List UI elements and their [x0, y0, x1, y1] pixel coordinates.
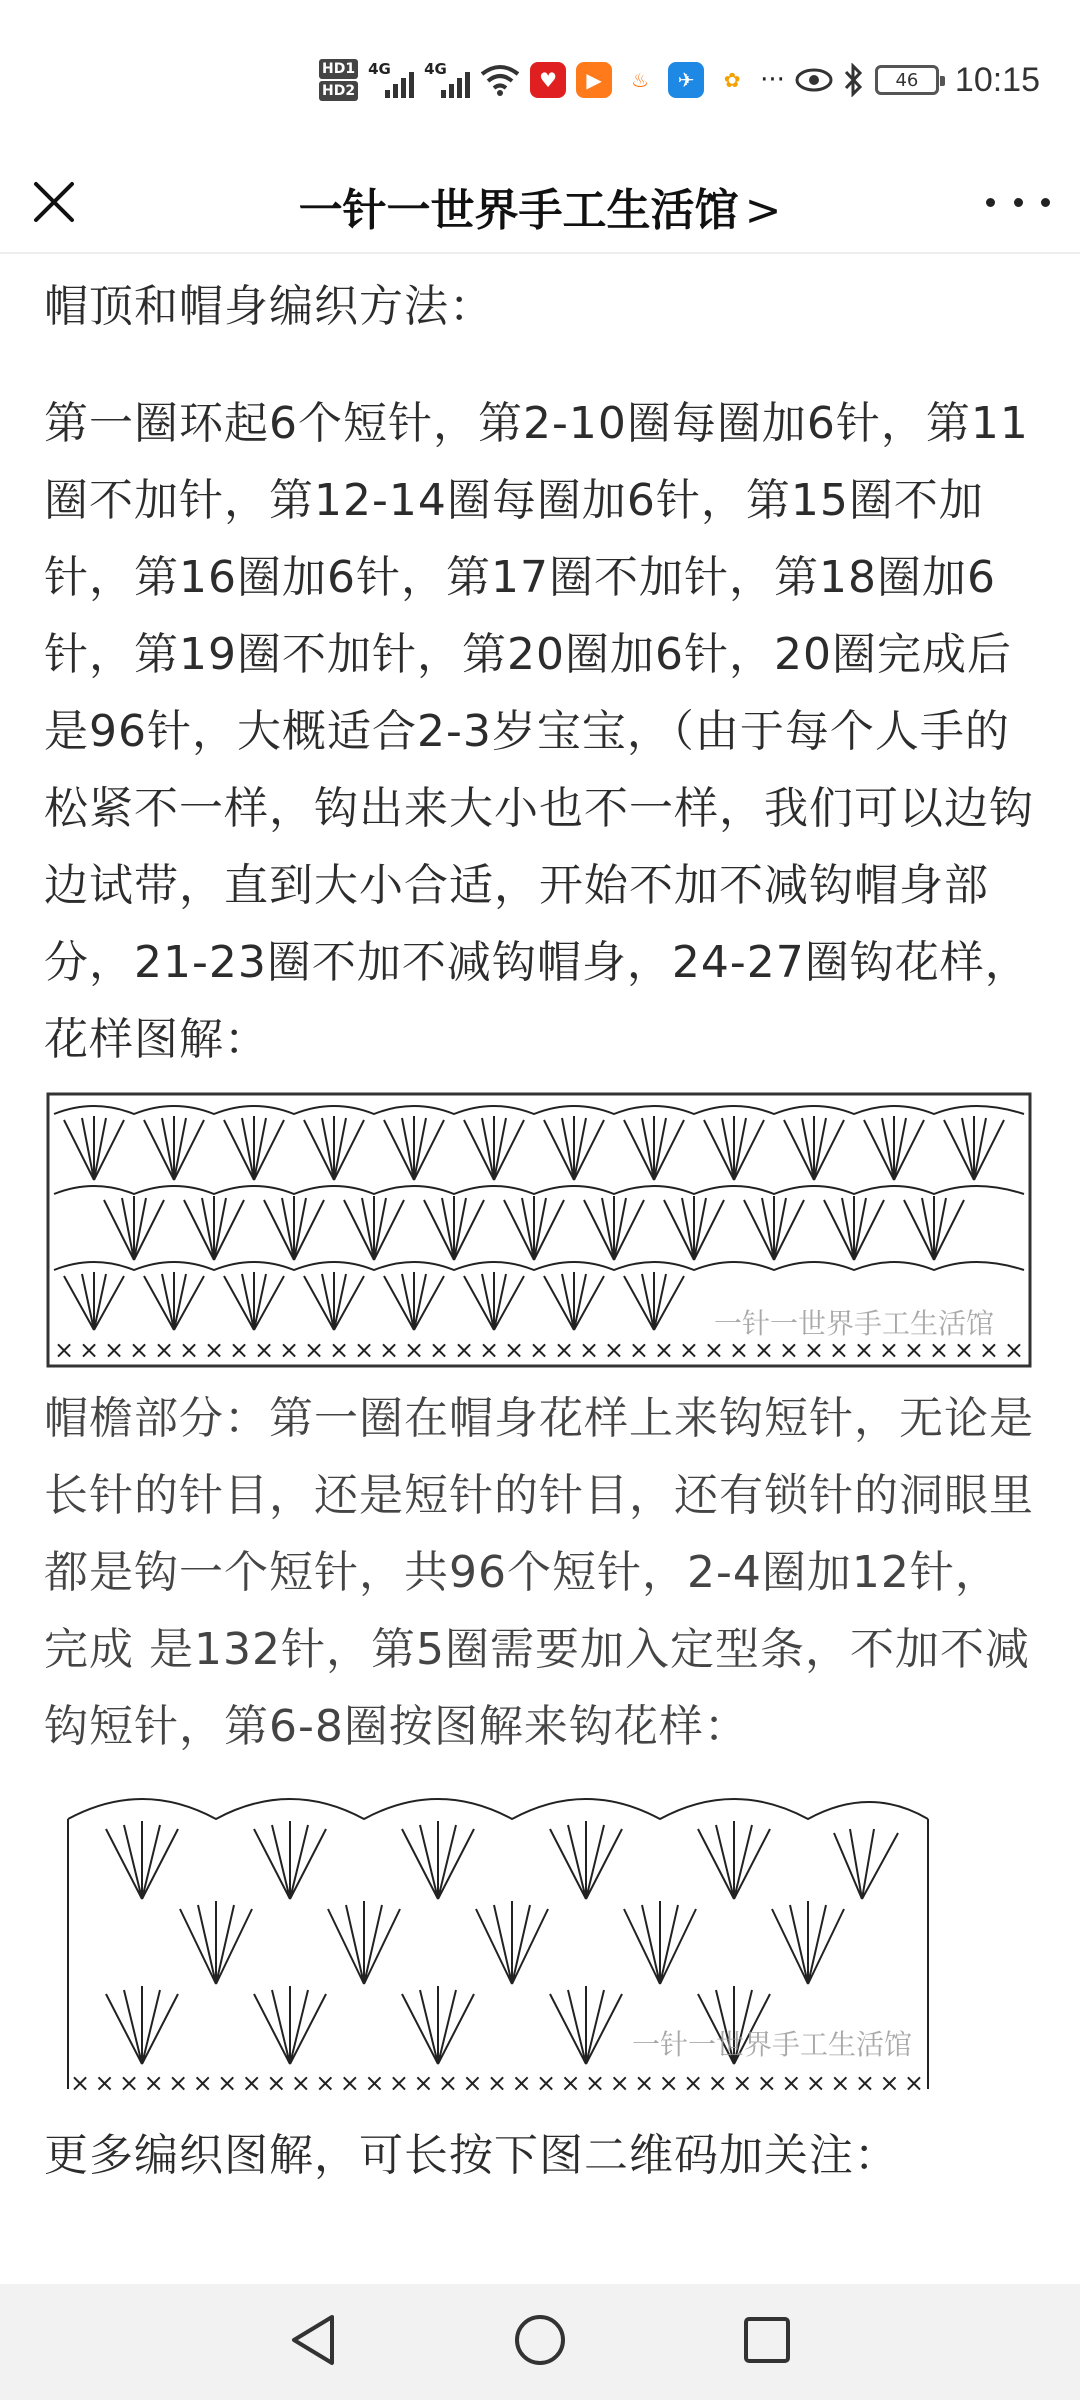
account-title: 一针一世界手工生活馆: [298, 185, 739, 236]
more-dot-icon: [1014, 198, 1023, 207]
system-navigation-bar: [0, 2284, 1080, 2400]
recents-square-icon: [742, 2315, 792, 2365]
more-options-button[interactable]: [986, 184, 1050, 220]
more-notifications-icon: ···: [760, 65, 785, 95]
account-title-link[interactable]: [0, 174, 1080, 238]
back-button[interactable]: [288, 2313, 338, 2371]
svg-text:××××××××××××××××××××××××××××××: ×××××××××××××××××××××××××××××××××××××××: [54, 1336, 1024, 1364]
chevron-right-icon: >: [744, 185, 782, 236]
video-app-icon: ▶: [576, 62, 612, 98]
status-bar: [0, 0, 1080, 150]
stitch-chart-image-2[interactable]: [62, 1789, 932, 2099]
eye-icon: [795, 67, 833, 93]
battery-icon: [875, 65, 939, 95]
home-button[interactable]: [513, 2313, 567, 2371]
clock: 10:15: [954, 60, 1040, 99]
image-watermark: 一针一世界手工生活馆: [713, 1307, 994, 1340]
hd1-label: HD1: [319, 59, 358, 79]
flame-app-icon: ♨: [622, 62, 658, 98]
crown-instructions: 第一圈环起6个短针，第2-10圈每圈加6针，第11圈不加针，第12-14圈每圈加6针，第15圈不加针，第16圈加6针，第17圈不加针，第18圈加6针，第19圈不加针，第20圈加6针，20圈完成后是96针，大概适合2-3岁宝宝，（由于每个人手的松紧不一样，钩出来大小也不一样，我们可以边钩边试带，直到大小合适，开始不加不减钩帽身部分，21-23圈不加不减钩帽身，24-27圈钩花样，花样图解：: [44, 398, 1034, 1065]
section-heading: 帽顶和帽身编织方法：: [44, 281, 494, 332]
signal-icon-sim1: [368, 60, 414, 100]
message-app-icon: ✈: [668, 62, 704, 98]
brim-instructions: 帽檐部分：第一圈在帽身花样上来钩短针，无论是长针的针目，还是短针的针目，还有锁针的洞眼里都是钩一个短针，共96个短针，2-4圈加12针，完成 是132针，第5圈需要加入定型条，不加不减钩短针，第6-8圈按图解来钩花样：: [44, 1393, 1034, 1752]
battery-level: 46: [895, 69, 919, 91]
more-dot-icon: [986, 198, 995, 207]
image-watermark: 一针一世界手工生活馆: [631, 2028, 912, 2061]
home-circle-icon: [513, 2313, 567, 2367]
stitch-chart-image-1[interactable]: [44, 1090, 1034, 1370]
wifi-icon: [480, 64, 520, 96]
app-header: [0, 150, 1080, 254]
signal-icon-sim2: [424, 60, 470, 100]
follow-prompt: 更多编织图解，可长按下图二维码加关注：: [44, 2130, 899, 2181]
recents-button[interactable]: [742, 2315, 792, 2369]
bluetooth-icon: [843, 63, 865, 97]
network-type-label: 4G: [368, 60, 391, 78]
hd2-label: HD2: [319, 81, 358, 101]
more-dot-icon: [1041, 198, 1050, 207]
app-notification-icon: ♥: [530, 62, 566, 98]
svg-text:××××××××××××××××××××××××××××××: ×××××××××××××××××××××××××××××××××××: [70, 2069, 924, 2097]
network-type-label: 4G: [424, 60, 447, 78]
article-content: [44, 264, 1040, 2284]
back-triangle-icon: [288, 2313, 338, 2367]
status-icons: [319, 52, 1040, 108]
shop-app-icon: ✿: [714, 62, 750, 98]
hd-indicator: [319, 58, 358, 102]
